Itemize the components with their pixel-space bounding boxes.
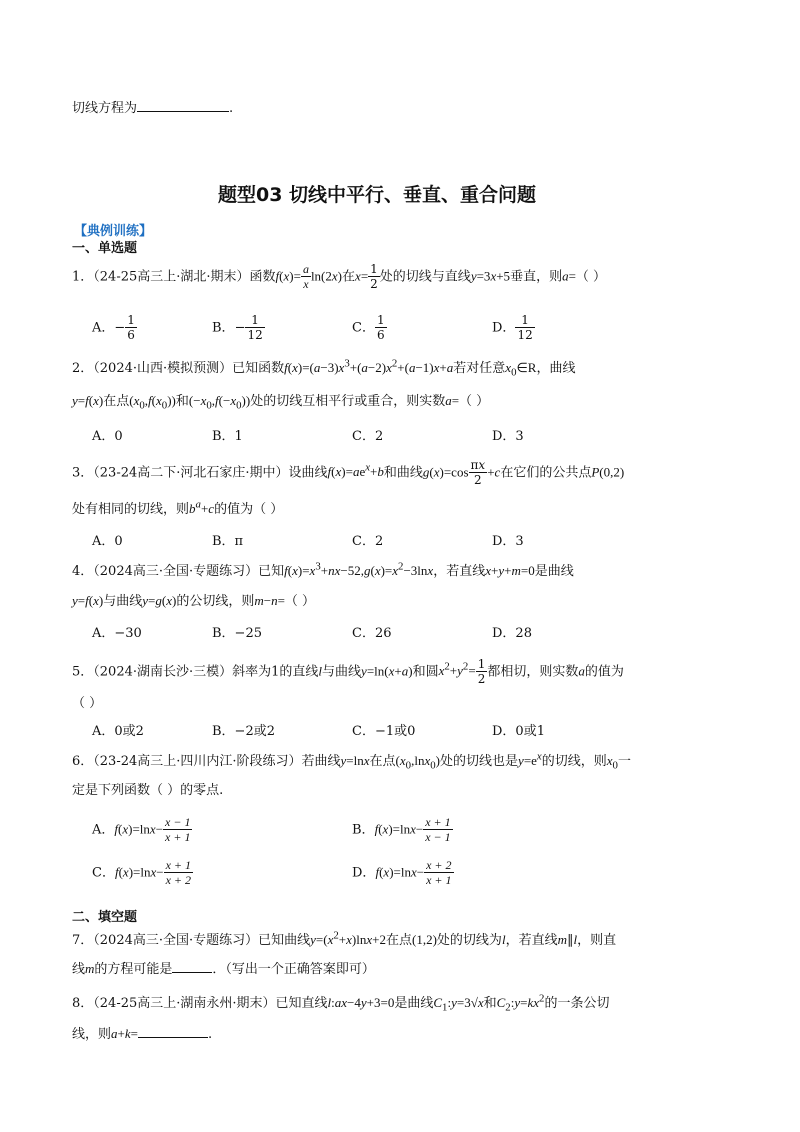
q3-option-d[interactable]: D．3 bbox=[492, 534, 524, 549]
q6-option-c[interactable]: C．f(x)=lnx− $\frac{x + 1}{x + 2}$ bbox=[92, 858, 192, 888]
q1-function: f(x)= bbox=[275, 268, 301, 284]
question-2-line2: y=f(x)在点$(x_0,f(x_0))$和$(-x_0,f(-x_0))$处的切线互相平行或重合，则实数a=（ ） bbox=[72, 393, 490, 412]
q1-option-c[interactable]: C． $\frac{1}{6}$ bbox=[352, 313, 385, 343]
q1-option-d[interactable]: D． $\frac{1}{12}$ bbox=[492, 313, 533, 343]
question-5: 5．（2024·湖南长沙·三模）斜率为1的直线l与曲线y=ln(x+a)和圆$x^2+y^2=$ $\frac{1}{2}$ 都相切，则实数a的值为 bbox=[72, 656, 624, 687]
q2-option-c[interactable]: C．2 bbox=[352, 429, 384, 444]
q3-option-b[interactable]: B．π bbox=[212, 534, 244, 549]
question-4: 4．（2024高三·全国·专题练习）已知$f(x)=x^3+nx-52,g(x)=x^2-3\ln x$，若直线x+y+m=0是曲线 bbox=[72, 560, 574, 579]
question-3: 3．（23-24高二下·河北石家庄·期中）设曲线$f(x)=ae^x+b$和曲线g(x)=cos $\frac{\pi x}{2}$ +c在它们的公共点P(0,2) bbox=[72, 457, 625, 488]
question-1: 1．（24-25高三上·湖北·期末）函数f(x)= $\frac{a}{x}$ ln(2x)在x= $\frac{1}{2}$ 处的切线与直线y=3x+5垂直，则a=（ ） bbox=[72, 262, 607, 292]
example-training-tag: 【典例训练】 bbox=[74, 224, 153, 239]
q6-option-d[interactable]: D．f(x)=lnx− $\frac{x + 2}{x + 1}$ bbox=[352, 858, 452, 888]
q1-option-b[interactable]: B．− $\frac{1}{12}$ bbox=[212, 313, 263, 343]
q1-option-a[interactable]: A．− $\frac{1}{6}$ bbox=[92, 313, 135, 343]
q3-option-a[interactable]: A．0 bbox=[92, 534, 123, 549]
q2-option-a[interactable]: A．0 bbox=[92, 429, 123, 444]
q6-option-a[interactable]: A．f(x)=lnx− $\frac{x - 1}{x + 1}$ bbox=[92, 815, 191, 845]
q5-option-c[interactable]: C．−1或0 bbox=[352, 724, 416, 739]
question-6-line2: 定是下列函数（ ）的零点. bbox=[72, 783, 224, 798]
q8-answer-blank[interactable] bbox=[138, 1025, 208, 1038]
q3-option-c[interactable]: C．2 bbox=[352, 534, 384, 549]
question-5-line2: （ ） bbox=[72, 696, 103, 711]
question-8: 8．（24-25高三上·湖南永州·期末）已知直线l:ax−4y+3=0是曲线$C_1:y=3√x$和$C_2:y=kx^2$的一条公切 bbox=[72, 992, 610, 1014]
page-title: 题型03 切线中平行、垂直、重合问题 bbox=[218, 184, 537, 206]
question-3-line2: 处有相同的切线，则$b^a+c$的值为（ ） bbox=[72, 498, 284, 517]
question-2: 2．（2024·山西·模拟预测）已知函数$f(x)=(a-3)x^3+(a-2)x^2+(a-1)x+a$若对任意$x_0\in R$，曲线 bbox=[72, 357, 576, 379]
q4-option-b[interactable]: B．−25 bbox=[212, 626, 262, 641]
q5-option-b[interactable]: B．−2或2 bbox=[212, 724, 275, 739]
q7-answer-blank[interactable] bbox=[172, 960, 212, 973]
q4-option-a[interactable]: A．−30 bbox=[92, 626, 142, 641]
question-4-line2: y=f(x)与曲线y=g(x)的公切线，则m−n=（ ） bbox=[72, 593, 316, 609]
question-8-line2: 线，则a+k= . bbox=[72, 1026, 213, 1042]
section-single-choice: 一、单选题 bbox=[72, 241, 138, 256]
q4-option-d[interactable]: D．28 bbox=[492, 626, 532, 641]
question-7: 7．（2024高三·全国·专题练习）已知曲线$y=(x^2+x)\ln x+2$在点(1,2)处的切线为l，若直线m∥l，则直 bbox=[72, 929, 617, 948]
answer-blank[interactable] bbox=[137, 99, 229, 112]
q2-option-d[interactable]: D．3 bbox=[492, 429, 524, 444]
section-fill-blank: 二、填空题 bbox=[72, 910, 138, 925]
q5-option-a[interactable]: A．0或2 bbox=[92, 724, 144, 739]
q5-option-d[interactable]: D．0或1 bbox=[492, 724, 545, 739]
q4-option-c[interactable]: C．26 bbox=[352, 626, 392, 641]
top-line: 切线方程为 . bbox=[72, 101, 234, 116]
question-7-line2: 线m的方程可能是 ．（写出一个正确答案即可） bbox=[72, 961, 375, 977]
top-text: 切线方程为 bbox=[72, 101, 138, 116]
q6-option-b[interactable]: B．f(x)=lnx− $\frac{x + 1}{x - 1}$ bbox=[352, 815, 451, 845]
question-6: 6．（23-24高三上·四川内江·阶段练习）若曲线y=lnx在点$(x_0,\ln x_0)$处的切线也是$y=e^x$的切线，则$x_0$一 bbox=[72, 750, 631, 772]
q2-option-b[interactable]: B．1 bbox=[212, 429, 243, 444]
